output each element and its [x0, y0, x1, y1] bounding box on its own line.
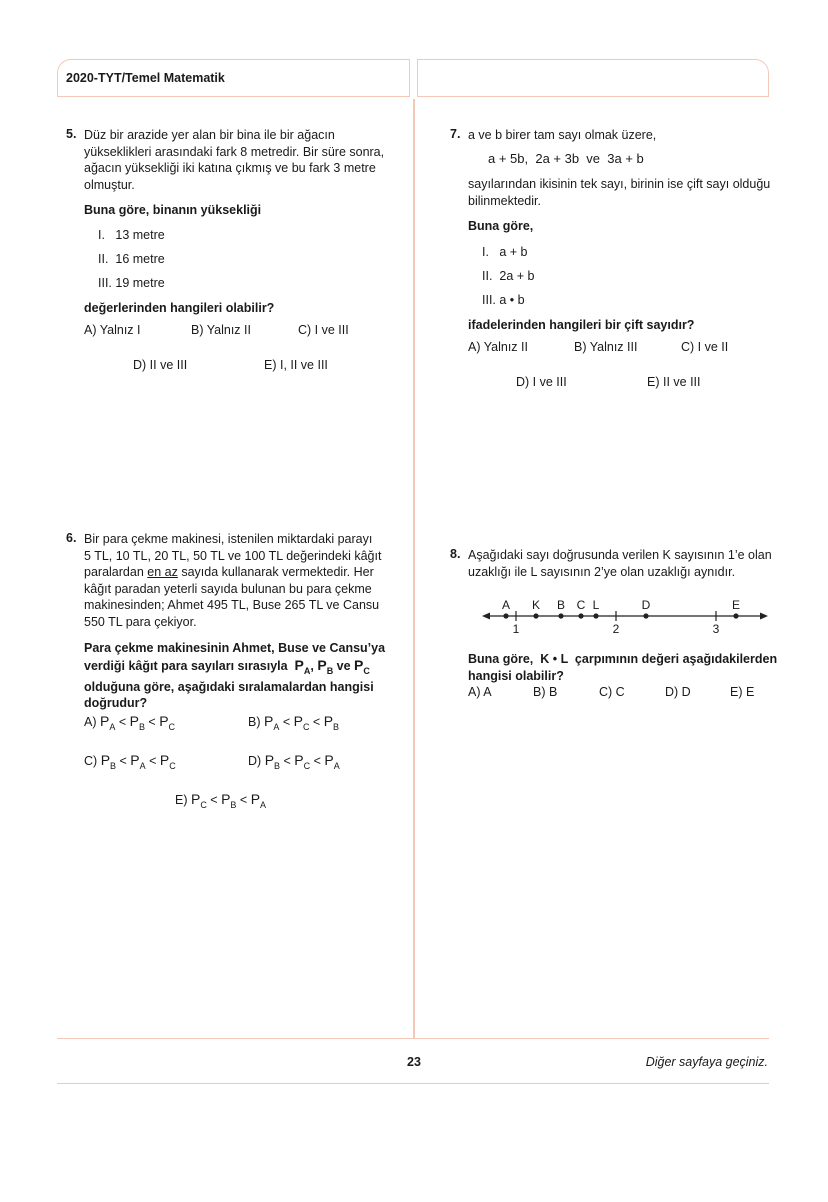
- option-d[interactable]: D) I ve III: [516, 375, 567, 389]
- option-c[interactable]: C) I ve III: [298, 323, 349, 337]
- var-pa: $P_A$: [294, 656, 311, 676]
- text-line: olduğuna göre, aşağıdaki sıralamalardan hangisi: [84, 679, 374, 694]
- option-b[interactable]: B) $P_A < P_C < P_B$: [248, 713, 340, 732]
- option-b[interactable]: B) Yalnız II: [191, 323, 251, 337]
- roman-item: III. 19 metre: [98, 276, 165, 290]
- header-title: 2020-TYT/Temel Matematik: [66, 71, 225, 85]
- text-line: ağacın yüksekliği iki katına çıkmış ve bu fark 3 metre: [84, 161, 376, 175]
- text-line: olmuştur.: [84, 177, 135, 192]
- text-line: verdiği kâğıt para sayıları sırasıyla $P_A$, $P_B$ ve $P_C$: [84, 656, 370, 676]
- point-d: [643, 613, 648, 618]
- question-prompt: Buna göre,: [468, 219, 534, 233]
- text-line: uzaklığı ile L sayısının 2’ye olan uzaklığı aynıdır.: [468, 564, 736, 579]
- arrow-right: [760, 613, 768, 620]
- point-a: [503, 613, 508, 618]
- question-prompt: Buna göre, binanın yüksekliği: [84, 203, 262, 217]
- option-a[interactable]: A) Yalnız II: [468, 340, 528, 354]
- tick-label-1: 1: [512, 622, 520, 636]
- point-e: [733, 613, 738, 618]
- option-c[interactable]: C) C: [599, 685, 625, 699]
- text-line: Buna göre, K • L çarpımının değeri aşağıdakilerden: [468, 652, 778, 666]
- point-label-e: E: [731, 598, 741, 612]
- point-label-c: C: [576, 598, 586, 612]
- option-label: C): [84, 754, 98, 768]
- question-ask: ifadelerinden hangileri bir çift sayıdır?: [468, 318, 695, 332]
- text-part: verdiği kâğıt para sayıları sırasıyla: [84, 658, 288, 673]
- point-label-l: L: [592, 598, 600, 612]
- roman-item: I. 13 metre: [98, 228, 165, 242]
- question-ask: değerlerinden hangileri olabilir?: [84, 301, 275, 315]
- option-e[interactable]: E) E: [730, 685, 755, 699]
- text-line: yükseklikleri arasındaki fark 8 metredir. Bir süre sonra,: [84, 144, 385, 159]
- point-label-a: A: [501, 598, 511, 612]
- arrow-left: [482, 613, 490, 620]
- option-b[interactable]: B) Yalnız III: [574, 340, 638, 354]
- text-line: Para çekme makinesinin Ahmet, Buse ve Cansu’ya: [84, 641, 386, 655]
- question-prompt: [468, 651, 777, 684]
- option-label: E): [175, 793, 188, 807]
- option-label: D): [248, 754, 262, 768]
- roman-item: II. 16 metre: [98, 252, 165, 266]
- option-d[interactable]: D) II ve III: [133, 358, 188, 372]
- question-text: [84, 127, 384, 193]
- var-pb: $P_B$: [317, 656, 334, 676]
- text-line: Aşağıdaki sayı doğrusunda verilen K sayısının 1’e olan: [468, 548, 772, 562]
- underlined-text: en az: [147, 565, 178, 579]
- text-line: makinesinden; Ahmet 495 TL, Buse 265 TL ve Cansu: [84, 598, 380, 612]
- next-page-note: Diğer sayfaya geçiniz.: [645, 1055, 768, 1069]
- column-divider: [413, 99, 415, 1038]
- page-number: 23: [407, 1055, 421, 1069]
- text-part: paralardan: [84, 565, 144, 579]
- text-line: Düz bir arazide yer alan bir bina ile bir ağacın: [84, 128, 335, 142]
- var-pc: $P_C$: [354, 656, 370, 676]
- text-line: 550 TL para çekiyor.: [84, 614, 197, 629]
- option-a[interactable]: A) Yalnız I: [84, 323, 141, 337]
- option-c[interactable]: C) $P_B < P_A < P_C$: [84, 752, 176, 771]
- question-text: a ve b birer tam sayı olmak üzere,: [468, 128, 657, 142]
- expression: a + 5b, 2a + 3b ve 3a + b: [488, 151, 644, 166]
- header-left-box: [57, 59, 410, 97]
- text-line: 5 TL, 10 TL, 20 TL, 50 TL ve 100 TL değerindeki kâğıt: [84, 548, 382, 563]
- option-label: B): [248, 715, 261, 729]
- option-c[interactable]: C) I ve II: [681, 340, 729, 354]
- point-b: [558, 613, 563, 618]
- option-d[interactable]: D) $P_B < P_C < P_A$: [248, 752, 340, 771]
- point-k: [533, 613, 538, 618]
- option-e[interactable]: E) II ve III: [647, 375, 701, 389]
- question-number: 5.: [66, 127, 77, 141]
- question-prompt: [84, 640, 385, 712]
- option-a[interactable]: A) A: [468, 685, 492, 699]
- text-line: [84, 564, 381, 581]
- question-text: [84, 531, 381, 630]
- option-d[interactable]: D) D: [665, 685, 691, 699]
- question-text: [468, 176, 770, 209]
- point-label-d: D: [641, 598, 651, 612]
- question-text: [468, 547, 772, 580]
- text-line: doğrudur?: [84, 696, 148, 711]
- question-number: 7.: [450, 127, 461, 141]
- text-line: sayılarından ikisinin tek sayı, birinin ise çift sayı olduğu: [468, 177, 771, 191]
- point-label-b: B: [556, 598, 566, 612]
- header-right-box: [417, 59, 769, 97]
- text-part: sayıda kullanarak vermektedir. Her: [181, 565, 374, 579]
- text-line: kâğıt paradan yeterli sayıda bulunan bu para çekme: [84, 581, 372, 596]
- option-a[interactable]: A) $P_A < P_B < P_C$: [84, 713, 176, 732]
- text-line: hangisi olabilir?: [468, 668, 564, 683]
- option-e[interactable]: E) $P_C < P_B < P_A$: [175, 791, 267, 810]
- roman-item: I. a + b: [482, 245, 528, 259]
- point-label-k: K: [531, 598, 541, 612]
- question-number: 8.: [450, 547, 461, 561]
- roman-item: III. a • b: [482, 293, 525, 307]
- option-label: A): [84, 715, 97, 729]
- point-c: [578, 613, 583, 618]
- option-b[interactable]: B) B: [533, 685, 558, 699]
- footer-bottom-line: [57, 1083, 769, 1084]
- point-l: [593, 613, 598, 618]
- text-line: Bir para çekme makinesi, istenilen miktardaki parayı: [84, 532, 373, 546]
- option-e[interactable]: E) I, II ve III: [264, 358, 328, 372]
- number-line: [480, 596, 770, 636]
- text-line: bilinmektedir.: [468, 193, 541, 208]
- roman-item: II. 2a + b: [482, 269, 535, 283]
- tick-label-3: 3: [712, 622, 720, 636]
- footer-top-line: [57, 1038, 769, 1039]
- tick-label-2: 2: [612, 622, 620, 636]
- question-number: 6.: [66, 531, 77, 545]
